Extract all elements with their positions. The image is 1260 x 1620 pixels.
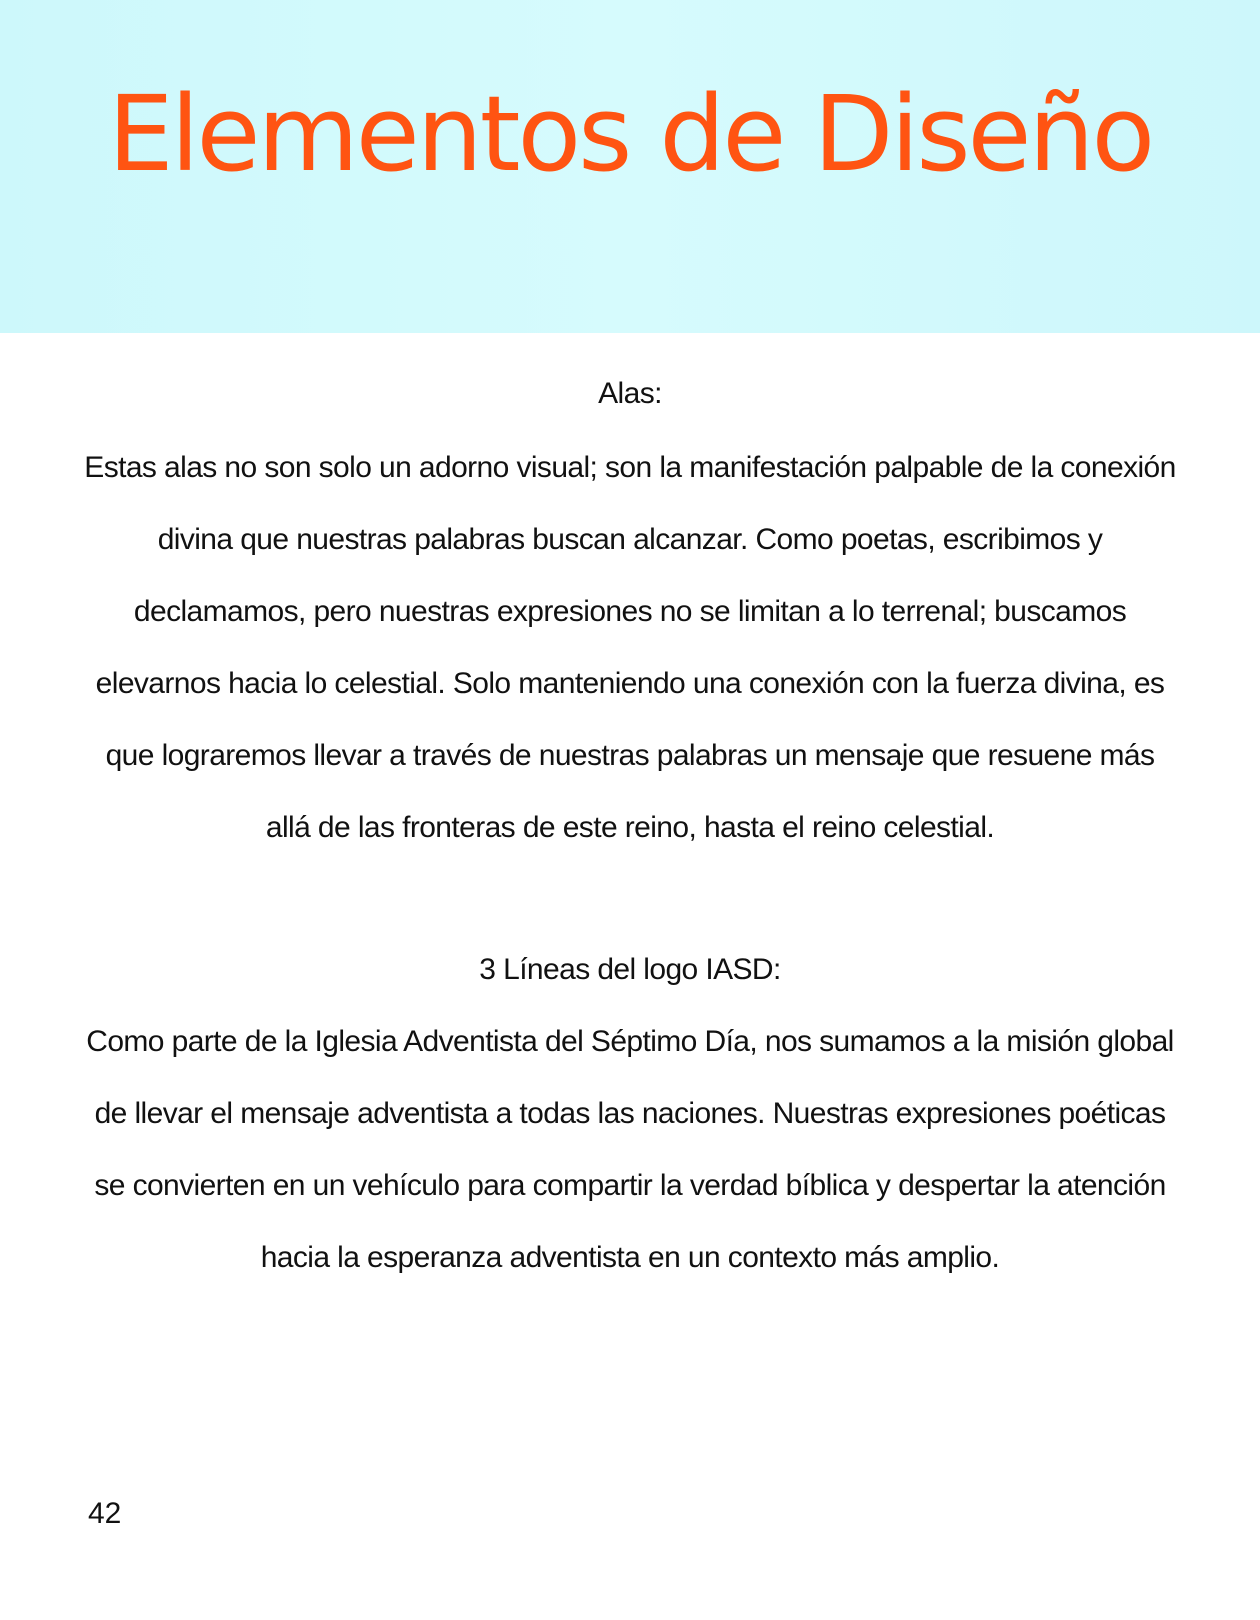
section-paragraph: Como parte de la Iglesia Adventista del Séptimo Día, nos sumamos a la misión global de llevar el mensaje adventista a todas las naciones. Nuestras expresiones poéticas se convierten en un vehículo para compartir la verdad bíblica y despertar la atención hacia la esperanza adventista en un contexto más amplio. [86,1025,1174,1274]
header-band [0,0,1260,333]
section-heading: 3 Líneas del logo IASD: [479,953,781,986]
section-lineas-logo [80,946,1180,1294]
page-number: 42 [88,1497,122,1530]
section-heading: Alas: [598,377,662,410]
section-alas [80,370,1180,864]
page-title: Elementos de Diseño [107,73,1153,195]
section-paragraph: Estas alas no son solo un adorno visual; son la manifestación palpable de la conexión divina que nuestras palabras buscan alcanzar. Como poetas, escribimos y declamamos, pero nuestras expresiones no se limitan a lo terrenal; buscamos elevarnos hacia lo celestial. Solo manteniendo una conexión con la fuerza divina, es que lograremos llevar a través de nuestras palabras un mensaje que resuene más allá de las fronteras de este reino, hasta el reino celestial. [84,451,1176,844]
